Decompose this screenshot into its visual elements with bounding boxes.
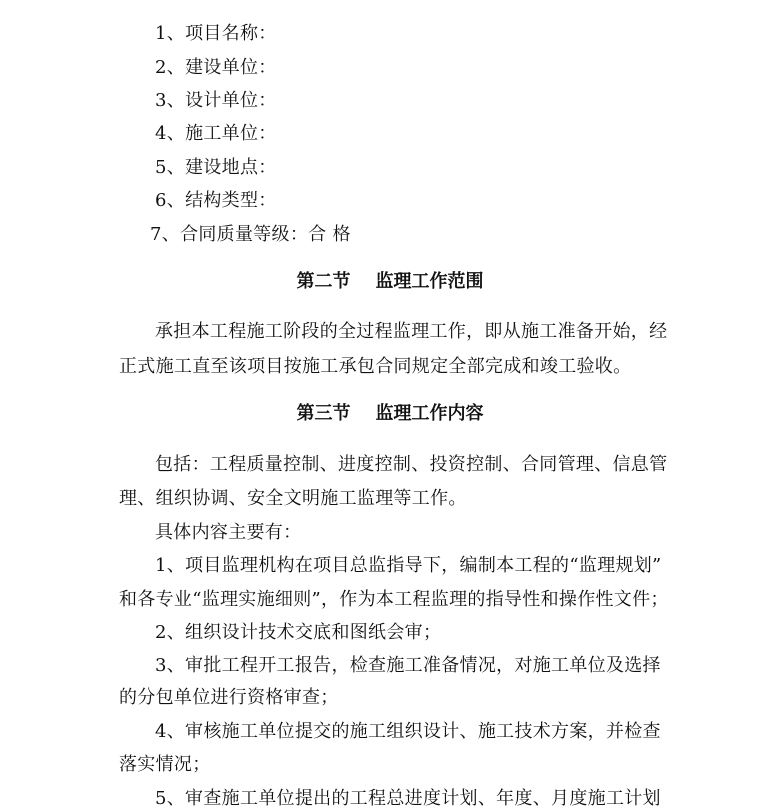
item-label: 建设地点：	[185, 157, 277, 178]
construction-owner-item	[155, 56, 277, 80]
section3-intro-line2: 理、组织协调、安全文明施工监理等工作。	[119, 488, 467, 509]
section3-sub-intro: 具体内容主要有：	[155, 522, 302, 543]
content-item-1-line1: 1、项目监理机构在项目总监指导下，编制本工程的“监理规划”	[155, 555, 662, 576]
project-name-item	[155, 22, 277, 46]
content-item-2-line1: 2、组织设计技术交底和图纸会审；	[155, 622, 442, 643]
content-item-4-line2: 落实情况；	[119, 754, 211, 775]
item-number: 5、	[155, 157, 186, 178]
section3-intro-line1: 包括：工程质量控制、进度控制、投资控制、合同管理、信息管	[155, 454, 668, 475]
item-number: 7、	[150, 224, 181, 245]
content-item-3-line2: 的分包单位进行资格审查；	[119, 687, 339, 708]
contract-quality-item	[150, 223, 351, 247]
section2-paragraph-line1: 承担本工程施工阶段的全过程监理工作，即从施工准备开始，经	[155, 321, 668, 342]
structure-type-item	[155, 189, 277, 213]
content-item-1-line2: 和各专业“监理实施细则”，作为本工程监理的指导性和操作性文件；	[119, 589, 669, 610]
content-item-5-line1: 5、审查施工单位提出的工程总进度计划、年度、月度施工计划	[155, 788, 661, 809]
section2-paragraph-line2: 正式施工直至该项目按施工承包合同规定全部完成和竣工验收。	[119, 356, 632, 377]
section3-heading: 第三节 监理工作内容	[296, 403, 484, 424]
item-label: 项目名称：	[185, 23, 277, 44]
item-label: 施工单位：	[185, 123, 277, 144]
item-number: 6、	[155, 190, 186, 211]
item-number: 3、	[155, 90, 186, 111]
item-label: 设计单位：	[185, 90, 277, 111]
content-item-3-line1: 3、审批工程开工报告，检查施工准备情况，对施工单位及选择	[155, 655, 661, 676]
section2-heading: 第二节 监理工作范围	[296, 271, 484, 292]
item-label: 建设单位：	[185, 57, 277, 78]
design-unit-item	[155, 89, 277, 113]
contractor-item	[155, 122, 277, 146]
site-location-item	[155, 156, 277, 180]
item-number: 1、	[155, 23, 186, 44]
item-number: 4、	[155, 123, 186, 144]
item-label: 合同质量等级：合 格	[180, 224, 351, 245]
content-item-4-line1: 4、审核施工单位提交的施工组织设计、施工技术方案，并检查	[155, 721, 661, 742]
item-label: 结构类型：	[185, 190, 277, 211]
item-number: 2、	[155, 57, 186, 78]
